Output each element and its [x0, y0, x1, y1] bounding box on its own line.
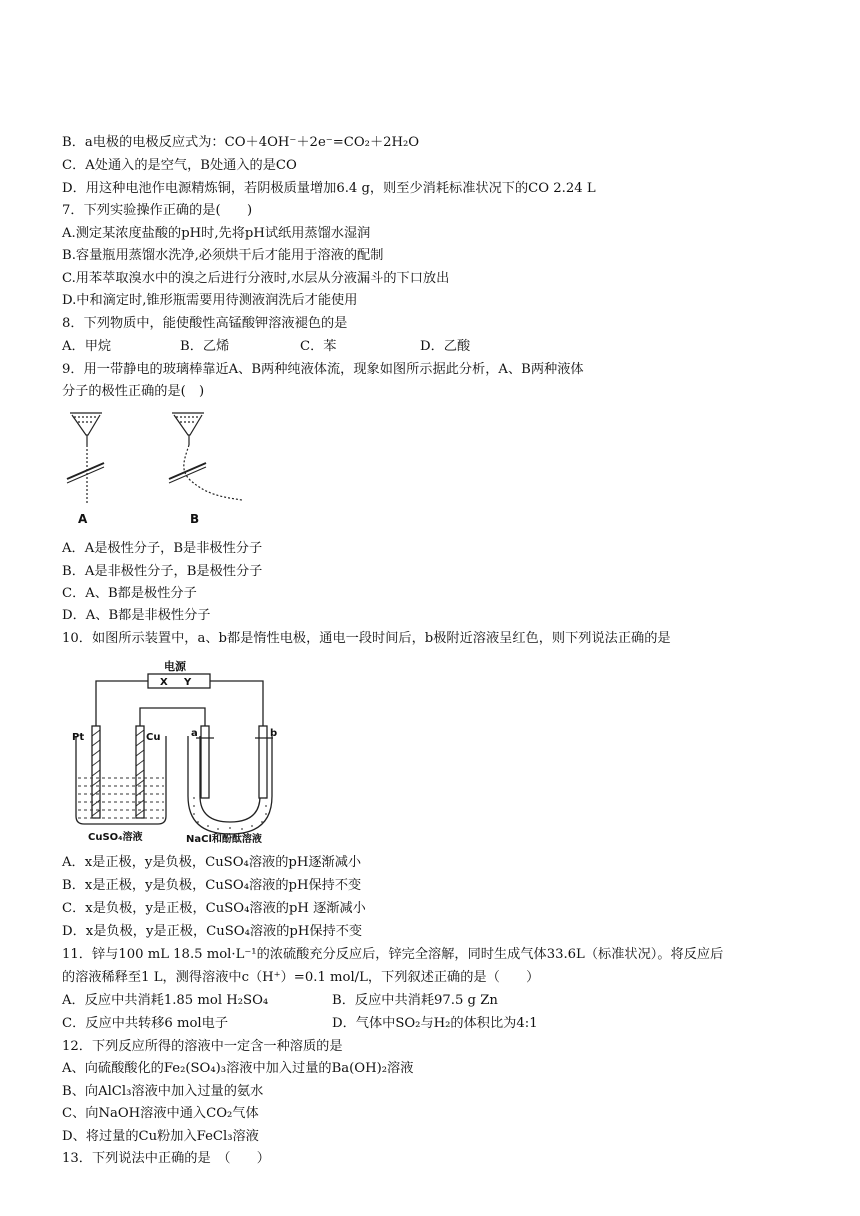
- q9-option-c: C．A、B都是极性分子: [62, 586, 197, 601]
- pt-electrode-label: Pt: [72, 732, 85, 743]
- q11-option-b: B．反应中共消耗97.5 g Zn: [332, 993, 498, 1008]
- q7-stem: 7．下列实验操作正确的是( ): [62, 203, 253, 218]
- q9-option-d: D．A、B都是非极性分子: [62, 608, 211, 623]
- funnel-b: [169, 413, 242, 500]
- q13-stem: 13．下列说法中正确的是 （ ）: [62, 1151, 270, 1166]
- fig9-label-a: A: [78, 512, 88, 526]
- a-electrode-label: a: [191, 728, 198, 739]
- power-source-box: [148, 674, 210, 688]
- q12-option-d: D、将过量的Cu粉加入FeCl₃溶液: [62, 1129, 259, 1144]
- q9-figure: [62, 405, 262, 530]
- q7-option-b: B.容量瓶用蒸馏水洗净,必须烘干后才能用于溶液的配制: [62, 248, 384, 263]
- nacl-label: NaCl和酚酞溶液: [186, 834, 262, 844]
- q10-figure: [68, 656, 308, 844]
- q9-option-a: A．A是极性分子，B是非极性分子: [62, 541, 263, 556]
- q11-option-a: A．反应中共消耗1.85 mol H₂SO₄: [62, 993, 269, 1008]
- q9-stem-line1: 9．用一带静电的玻璃棒靠近A、B两种纯液体流，现象如图所示据此分析，A、B两种液体: [62, 362, 584, 377]
- q8-stem: 8．下列物质中，能使酸性高锰酸钾溶液褪色的是: [62, 316, 348, 331]
- terminal-x-label: X: [160, 677, 168, 688]
- q6-option-c: C．A处通入的是空气，B处通入的是CO: [62, 158, 297, 173]
- cuso4-label: CuSO₄溶液: [88, 832, 143, 843]
- q12-option-a: A、向硫酸酸化的Fe₂(SO₄)₃溶液中加入过量的Ba(OH)₂溶液: [62, 1061, 414, 1076]
- funnel-a: [67, 413, 104, 503]
- terminal-y-label: Y: [184, 677, 192, 688]
- power-label: 电源: [164, 660, 186, 673]
- q11-stem-line1: 11．锌与100 mL 18.5 mol·L⁻¹的浓硫酸充分反应后，锌完全溶解，同时生成气体33.6L（标准状况）。将反应后: [62, 947, 724, 962]
- q11-option-d: D．气体中SO₂与H₂的体积比为4:1: [332, 1016, 538, 1031]
- b-electrode-label: b: [270, 728, 278, 739]
- q12-option-c: C、向NaOH溶液中通入CO₂气体: [62, 1106, 259, 1121]
- q8-option-a: A．甲烷: [62, 339, 112, 354]
- cuso4-solution: [78, 778, 164, 818]
- q10-option-d: D．x是负极，y是正极，CuSO₄溶液的pH保持不变: [62, 924, 363, 939]
- q12-option-b: B、向AlCl₃溶液中加入过量的氨水: [62, 1084, 264, 1099]
- q11-stem-line2: 的溶液稀释至1 L，测得溶液中c（H⁺）=0.1 mol/L，下列叙述正确的是（ ）: [62, 970, 540, 985]
- q10-option-c: C．x是负极，y是正极，CuSO₄溶液的pH 逐渐减小: [62, 901, 366, 916]
- q8-option-d: D．乙酸: [420, 339, 471, 354]
- q10-option-b: B．x是正极，y是负极，CuSO₄溶液的pH保持不变: [62, 878, 362, 893]
- q10-option-a: A．x是正极，y是负极，CuSO₄溶液的pH逐渐减小: [62, 855, 362, 870]
- cu-electrode-label: Cu: [146, 732, 161, 743]
- q6-option-d: D．用这种电池作电源精炼铜，若阴极质量增加6.4 g，则至少消耗标准状况下的CO 2.24 L: [62, 181, 596, 196]
- q7-option-a: A.测定某浓度盐酸的pH时,先将pH试纸用蒸馏水湿润: [62, 226, 371, 241]
- beaker: [76, 736, 166, 824]
- q8-option-c: C．苯: [300, 339, 337, 354]
- q9-option-b: B．A是非极性分子，B是极性分子: [62, 564, 263, 579]
- q12-stem: 12．下列反应所得的溶液中一定含一种溶质的是: [62, 1039, 343, 1054]
- q7-option-c: C.用苯萃取溴水中的溴之后进行分液时,水层从分液漏斗的下口放出: [62, 271, 450, 286]
- fig9-label-b: B: [190, 512, 200, 526]
- q7-option-d: D.中和滴定时,锥形瓶需要用待测液润洗后才能使用: [62, 293, 358, 308]
- q11-option-c: C．反应中共转移6 mol电子: [62, 1016, 229, 1031]
- nacl-solution: [193, 797, 267, 830]
- q9-stem-line2: 分子的极性正确的是( ): [62, 384, 205, 399]
- q10-stem: 10．如图所示装置中，a、b都是惰性电极，通电一段时间后，b极附近溶液呈红色，则下列说法正确的是: [62, 631, 671, 646]
- q8-option-b: B．乙烯: [180, 339, 230, 354]
- q6-option-b: B．a电极的电极反应式为：CO＋4OH⁻＋2e⁻=CO₂＋2H₂O: [62, 135, 420, 150]
